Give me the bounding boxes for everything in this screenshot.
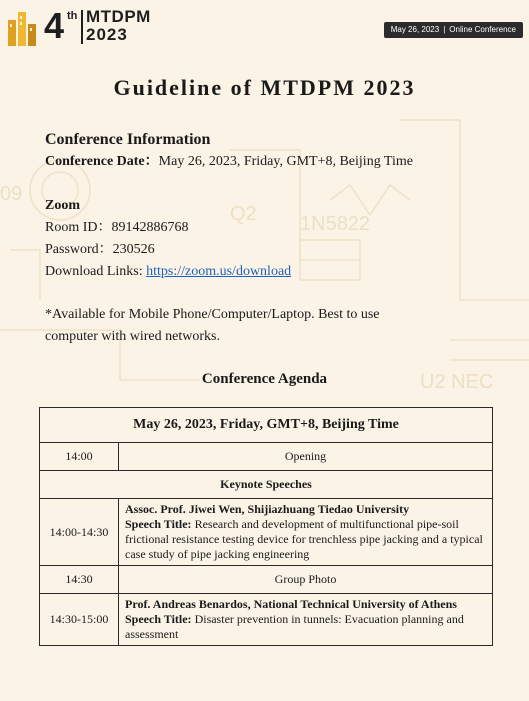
agenda-row [40, 443, 493, 471]
conference-date-label: Conference Date： [45, 154, 159, 169]
zoom-download-link[interactable]: https://zoom.us/download [146, 264, 292, 279]
keynote-section-label: Keynote Speeches [40, 471, 493, 499]
speech-title: Disaster prevention in tunnels: Evacuation planning and assessment [125, 612, 464, 641]
logo-conference-name: MTDPM [86, 7, 151, 26]
note-line-1: *Available for Mobile Phone/Computer/Laptop. Best to use [45, 307, 380, 322]
page-title: Guideline of MTDPM 2023 [113, 75, 416, 100]
room-id-value: 89142886768 [111, 220, 189, 235]
agenda-speech [119, 594, 493, 646]
agenda-time: 14:30-15:00 [40, 594, 119, 646]
agenda-date-header-row [40, 408, 493, 443]
svg-text:09: 09 [0, 183, 23, 205]
agenda-item: Group Photo [119, 566, 493, 594]
conference-info-section [45, 129, 413, 173]
speech-title-line [125, 612, 486, 642]
agenda-date-header: May 26, 2023, Friday, GMT+8, Beijing Time [40, 408, 493, 443]
zoom-section [45, 195, 291, 283]
password-line [45, 239, 291, 261]
badge-separator: | [443, 25, 446, 34]
note-line-2: computer with wired networks. [45, 329, 220, 344]
badge-conference-type: Online Conference [449, 25, 516, 34]
agenda-table [39, 407, 493, 646]
building-logo-icon [6, 6, 40, 46]
agenda-time: 14:00-14:30 [40, 499, 119, 566]
download-line [45, 261, 291, 283]
conference-logo [6, 6, 166, 46]
logo-edition-suffix: th [67, 10, 78, 22]
room-id-line [45, 217, 291, 239]
header [0, 0, 529, 52]
speaker-name: Assoc. Prof. Jiwei Wen, Shijiazhuang Tiedao University [125, 502, 410, 516]
agenda-item: Opening [119, 443, 493, 471]
logo-divider [81, 10, 83, 44]
speaker-name: Prof. Andreas Benardos, National Technical University of Athens [125, 597, 457, 611]
agenda-title: Conference Agenda [201, 371, 328, 387]
svg-text:1N5822: 1N5822 [300, 213, 371, 235]
speech-title: Research and development of multifunctional pipe-soil frictional resistance testing device for trenchless pipe jacking and a typical case study of pipe jacking engineering [125, 517, 483, 561]
logo-conference-year: 2023 [86, 25, 128, 44]
zoom-heading: Zoom [45, 198, 80, 213]
agenda-speech [119, 499, 493, 566]
logo-edition-number: 4 [44, 5, 65, 46]
agenda-section-row [40, 471, 493, 499]
conference-date-line [45, 151, 413, 173]
password-value: 230526 [112, 242, 155, 257]
date-type-badge [384, 22, 523, 38]
agenda-time: 14:30 [40, 566, 119, 594]
availability-note [45, 304, 380, 348]
room-id-label: Room ID： [45, 220, 112, 235]
conference-date-value: May 26, 2023, Friday, GMT+8, Beijing Time [158, 154, 413, 169]
conference-info-heading: Conference Information [45, 131, 211, 148]
badge-date: May 26, 2023 [390, 25, 440, 34]
speech-title-label: Speech Title: [125, 612, 192, 626]
agenda-row [40, 566, 493, 594]
speech-title-label: Speech Title: [125, 517, 192, 531]
password-label: Password： [45, 242, 113, 257]
agenda-row [40, 499, 493, 566]
speech-title-line [125, 517, 486, 562]
download-label: Download Links: [45, 264, 147, 279]
svg-text:U2 NEC: U2 NEC [420, 371, 494, 393]
agenda-row [40, 594, 493, 646]
agenda-time: 14:00 [40, 443, 119, 471]
svg-text:Q2: Q2 [230, 203, 257, 225]
